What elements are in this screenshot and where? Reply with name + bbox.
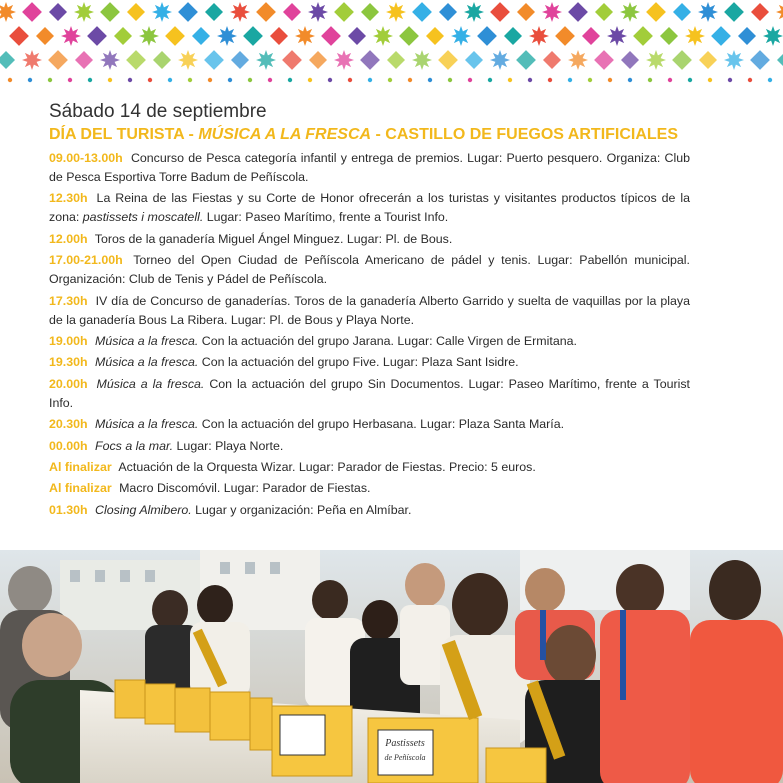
box-label-line1: Pastissets: [385, 738, 425, 749]
building-window: [95, 570, 105, 582]
mosaic-tile: [178, 50, 198, 70]
event-text: IV día de Concurso de ganaderías. Toros de la ganadería Alberto Garrido y suelta de vaquillas por la playa de la ganadería Bous La Ribera. Lugar: Pl. de Bous y Playa Norte.: [49, 293, 690, 327]
mosaic-dot: [348, 78, 352, 82]
event-text: Actuación de la Orquesta Wizar. Lugar: Parador de Fiestas. Precio: 5 euros.: [118, 459, 536, 474]
mosaic-dot: [248, 78, 252, 82]
event-text: Lugar: Playa Norte.: [176, 438, 284, 453]
event-item: [49, 251, 690, 289]
event-text: Torneo del Open Ciudad de Peñíscola Americano de pádel y tenis. Lugar: Pabellón municipal. Organización: Club de Tenis y Pádel de Peñíscola.: [49, 253, 691, 287]
person-head: [8, 566, 52, 614]
event-item: [49, 415, 690, 434]
event-time: 19.00h: [49, 333, 88, 348]
mosaic-dot: [328, 78, 332, 82]
event-time: 12.30h: [49, 191, 88, 206]
mosaic-tile: [373, 26, 393, 46]
mosaic-tile: [685, 26, 705, 46]
person-body: [690, 620, 783, 783]
building-window: [145, 570, 155, 582]
mosaic-tile: [334, 50, 354, 70]
event-item: [49, 292, 690, 330]
event-text: La Reina de las Fiestas y su Corte de Honor ofrecerán a los turistas y visitantes productos típicos de la zona:: [49, 191, 690, 225]
mosaic-tile: [543, 51, 561, 69]
event-title: Focs a la mar.: [95, 438, 174, 453]
mosaic-tile: [9, 26, 29, 46]
mosaic-dot: [748, 78, 752, 82]
subtitle-part-1: DÍA DEL TURISTA -: [49, 126, 199, 143]
event-text: Macro Discomóvil. Lugar: Parador de Fiestas.: [119, 481, 371, 496]
event-time: 19.30h: [49, 355, 88, 370]
mosaic-dot: [188, 78, 192, 82]
mosaic-dot: [228, 78, 232, 82]
mosaic-tile: [22, 2, 42, 22]
building-window: [70, 570, 80, 582]
mosaic-tile: [348, 27, 366, 45]
mosaic-tile: [321, 26, 341, 46]
mosaic-tile: [75, 51, 93, 69]
mosaic-tile: [517, 3, 535, 21]
event-time: 00.00h: [49, 438, 88, 453]
mosaic-tile: [256, 2, 276, 22]
person-head: [197, 585, 233, 625]
mosaic-tile: [295, 26, 315, 46]
mosaic-tile: [426, 27, 444, 45]
subtitle-part-3: - CASTILLO DE FUEGOS ARTIFICIALES: [371, 126, 679, 143]
mosaic-dot: [608, 78, 612, 82]
mosaic-tile: [256, 50, 276, 70]
event-item: [49, 332, 690, 351]
mosaic-tile: [204, 50, 224, 70]
building-window: [245, 562, 255, 574]
event-item: [49, 375, 690, 413]
mosaic-tile: [0, 51, 15, 69]
event-item: [49, 189, 690, 227]
mosaic-tile: [100, 2, 120, 22]
mosaic-dot: [768, 78, 772, 82]
person-head: [544, 625, 596, 685]
festival-photo-illustration: [0, 550, 783, 783]
mosaic-dot: [468, 78, 472, 82]
mosaic-dot: [28, 78, 32, 82]
mosaic-dot: [428, 78, 432, 82]
mosaic-tile: [192, 27, 210, 45]
mosaic-tile: [217, 26, 237, 46]
event-item: [49, 501, 690, 520]
mosaic-dot: [208, 78, 212, 82]
mosaic-dot: [128, 78, 132, 82]
box-label-panel: [280, 715, 325, 755]
mosaic-tile: [568, 50, 588, 70]
mosaic-dot: [568, 78, 572, 82]
event-item: [49, 149, 690, 187]
mosaic-dot: [368, 78, 372, 82]
mosaic-tile: [387, 51, 405, 69]
lanyard: [540, 610, 546, 660]
mosaic-dot: [508, 78, 512, 82]
event-title: Closing Almibero.: [95, 502, 192, 517]
mosaic-tile: [36, 27, 54, 45]
mosaic-tile: [621, 51, 639, 69]
box-label-line2: de Peñíscola: [384, 753, 426, 762]
pastry-box: [145, 684, 175, 724]
person-head: [709, 560, 761, 620]
mosaic-dot: [308, 78, 312, 82]
event-text: Lugar y organización: Peña en Almíbar.: [195, 502, 412, 517]
mosaic-tile: [777, 51, 783, 69]
mosaic-dot: [588, 78, 592, 82]
mosaic-tile: [633, 26, 653, 46]
mosaic-tile: [594, 50, 614, 70]
person-head: [525, 568, 565, 612]
person-head: [616, 564, 664, 616]
mosaic-dot: [688, 78, 692, 82]
mosaic-tile: [620, 2, 640, 22]
mosaic-tile: [699, 51, 717, 69]
event-text: Con la actuación del grupo Jarana. Lugar: Calle Virgen de Ermitana.: [201, 333, 577, 348]
day-subtitle: [49, 124, 690, 146]
mosaic-tile: [153, 51, 171, 69]
mosaic-dot: [148, 78, 152, 82]
mosaic-tile: [152, 2, 172, 22]
mosaic-tile: [412, 2, 432, 22]
event-time: 20.00h: [49, 376, 88, 391]
event-item: [49, 353, 690, 372]
pastry-box: [486, 748, 546, 783]
event-time: Al finalizar: [49, 481, 112, 496]
mosaic-tile: [139, 26, 159, 46]
mosaic-banner: [0, 0, 783, 88]
building-window: [220, 562, 230, 574]
mosaic-tile: [74, 2, 94, 22]
mosaic-tile: [763, 26, 783, 46]
event-text: Con la actuación del grupo Sin Documentos. Lugar: Paseo Marítimo, frente a Tourist Info.: [49, 376, 690, 410]
mosaic-tile: [0, 2, 16, 22]
mosaic-dot: [488, 78, 492, 82]
event-time: 09.00-13.00h: [49, 151, 123, 165]
event-time: 20.30h: [49, 417, 88, 432]
schedule-content: [49, 100, 690, 522]
mosaic-pattern: [0, 0, 783, 88]
mosaic-dot: [728, 78, 732, 82]
mosaic-tile: [582, 27, 600, 45]
mosaic-tile: [49, 3, 67, 21]
mosaic-tile: [751, 3, 769, 21]
person-head: [152, 590, 188, 630]
mosaic-tile: [360, 50, 380, 70]
event-title: Música a la fresca.: [95, 417, 199, 432]
mosaic-tile: [711, 26, 731, 46]
mosaic-tile: [243, 26, 263, 46]
mosaic-tile: [114, 27, 132, 45]
mosaic-dot: [668, 78, 672, 82]
person-head: [312, 580, 348, 620]
mosaic-tile: [451, 26, 471, 46]
mosaic-tile: [412, 50, 432, 70]
event-time: 17.00-21.00h: [49, 253, 123, 268]
mosaic-tile: [48, 50, 68, 70]
event-time: 12.00h: [49, 231, 88, 246]
mosaic-dot: [648, 78, 652, 82]
day-heading: Sábado 14 de septiembre: [49, 101, 267, 122]
mosaic-tile: [178, 2, 198, 22]
mosaic-dot: [8, 78, 12, 82]
mosaic-tile: [738, 27, 756, 45]
mosaic-tile: [270, 27, 288, 45]
event-title: Música a la fresca.: [96, 376, 205, 391]
event-item: [49, 230, 690, 249]
person-face: [22, 613, 82, 677]
mosaic-tile: [595, 3, 613, 21]
mosaic-tile: [568, 2, 588, 22]
mosaic-dot: [288, 78, 292, 82]
lanyard: [620, 610, 626, 700]
event-text: Toros de la ganadería Miguel Ángel Minguez. Lugar: Pl. de Bous.: [94, 231, 453, 246]
event-text: Concurso de Pesca categoría infantil y entrega de premios. Lugar: Puerto pesquero. Organiza: Club de Pesca Esportiva Torre Badum de Peñíscola.: [49, 151, 690, 184]
person-body: [600, 610, 690, 783]
event-title: Música a la fresca.: [95, 333, 199, 348]
mosaic-tile: [529, 26, 549, 46]
mosaic-dot: [88, 78, 92, 82]
mosaic-tile: [231, 51, 249, 69]
building-window: [120, 570, 130, 582]
mosaic-tile: [439, 3, 457, 21]
mosaic-tile: [673, 3, 691, 21]
mosaic-tile: [464, 2, 484, 22]
mosaic-tile: [399, 26, 419, 46]
mosaic-tile: [607, 26, 627, 46]
mosaic-tile: [542, 2, 562, 22]
mosaic-tile: [165, 26, 185, 46]
person-head: [452, 573, 508, 637]
mosaic-tile: [477, 26, 497, 46]
mosaic-tile: [698, 2, 718, 22]
mosaic-tile: [386, 2, 406, 22]
mosaic-tile: [724, 50, 744, 70]
event-text-after: Lugar: Paseo Marítimo, frente a Tourist Info.: [203, 210, 449, 225]
mosaic-dot: [68, 78, 72, 82]
mosaic-tile: [672, 50, 692, 70]
festival-photo: [0, 550, 783, 783]
mosaic-tile: [504, 27, 522, 45]
mosaic-tile: [438, 50, 458, 70]
person-head: [362, 600, 398, 640]
pastry-box: [115, 680, 145, 718]
event-time: Al finalizar: [49, 459, 112, 474]
pastry-box: [210, 692, 250, 740]
mosaic-tile: [283, 3, 301, 21]
mosaic-tile: [308, 2, 328, 22]
mosaic-dot: [268, 78, 272, 82]
mosaic-tile: [646, 50, 666, 70]
mosaic-dot: [448, 78, 452, 82]
event-text: Con la actuación del grupo Five. Lugar: Plaza Sant Isidre.: [201, 355, 519, 370]
mosaic-tile: [61, 26, 81, 46]
mosaic-tile: [660, 27, 678, 45]
mosaic-tile: [555, 26, 575, 46]
mosaic-dot: [108, 78, 112, 82]
mosaic-tile: [127, 3, 145, 21]
pastry-box: [175, 688, 210, 732]
event-item: [49, 458, 690, 477]
mosaic-dot: [388, 78, 392, 82]
mosaic-tile: [282, 50, 302, 70]
event-item: [49, 437, 690, 456]
mosaic-dot: [48, 78, 52, 82]
event-time: 17.30h: [49, 293, 88, 308]
mosaic-tile: [100, 50, 120, 70]
mosaic-tile: [776, 2, 783, 22]
event-time: 01.30h: [49, 502, 88, 517]
subtitle-part-2: MÚSICA A LA FRESCA: [198, 126, 372, 143]
mosaic-dot: [708, 78, 712, 82]
mosaic-tile: [490, 2, 510, 22]
mosaic-tile: [205, 3, 223, 21]
mosaic-tile: [87, 26, 107, 46]
mosaic-dot: [628, 78, 632, 82]
building-window: [270, 562, 280, 574]
pastry-box: [250, 698, 272, 750]
mosaic-tile: [465, 51, 483, 69]
mosaic-tile: [230, 2, 250, 22]
mosaic-tile: [490, 50, 510, 70]
event-item: [49, 479, 690, 498]
mosaic-tile: [516, 50, 536, 70]
mosaic-tile: [361, 3, 379, 21]
mosaic-tile: [126, 50, 146, 70]
event-italic-text: pastissets i moscatell.: [82, 210, 204, 225]
event-title: Música a la fresca.: [95, 355, 199, 370]
event-text: Con la actuación del grupo Herbasana. Lugar: Plaza Santa María.: [201, 417, 565, 432]
mosaic-tile: [22, 50, 42, 70]
mosaic-tile: [646, 2, 666, 22]
mosaic-tile: [309, 51, 327, 69]
mosaic-dot: [528, 78, 532, 82]
mosaic-dot: [548, 78, 552, 82]
person-head: [405, 563, 445, 607]
mosaic-tile: [750, 50, 770, 70]
mosaic-dot: [168, 78, 172, 82]
mosaic-tile: [724, 2, 744, 22]
mosaic-dot: [408, 78, 412, 82]
mosaic-tile: [334, 2, 354, 22]
